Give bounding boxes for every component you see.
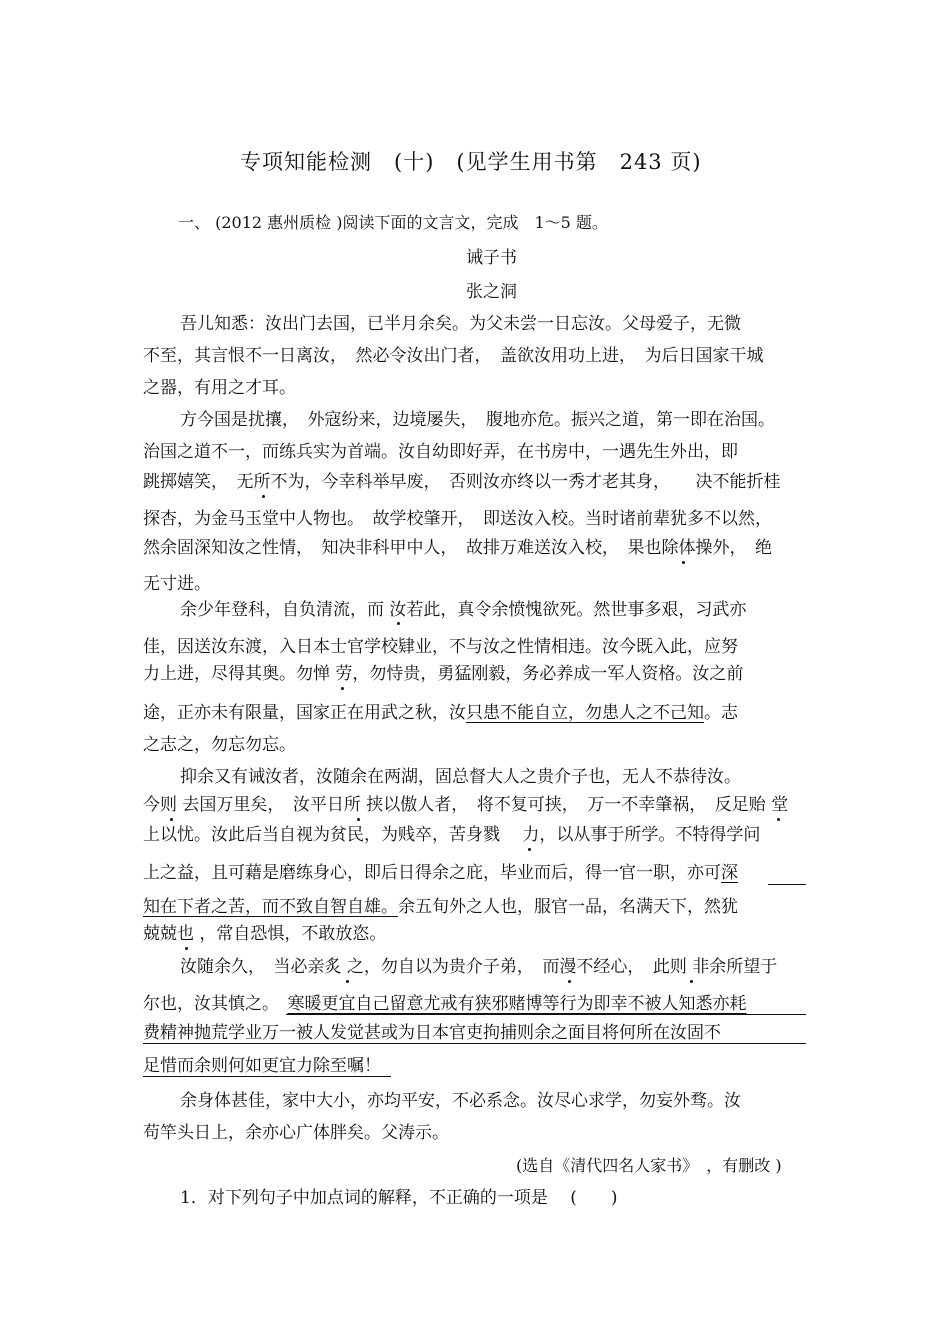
emphasis-dot (777, 818, 780, 821)
text-line: 尔也，汝其慎之。 寒暖更宜自己留意尤戒有狭邪赌博等行为即幸不被人知悉亦耗 (143, 994, 747, 1014)
text-line: 上之益，且可藉是磨练身心，即后日得余之庇，毕业而后，得一官一职，亦可深 (143, 863, 738, 883)
underlined-phrase: 只患不能自立，勿患人之不己知 (466, 703, 704, 723)
text-line: 知在下者之苦，而不致自智自雄。余五旬外之人也，服官一品，名满天下，然犹 (143, 897, 738, 917)
emphasis-dot (262, 495, 265, 498)
text-line: 佳，因送汝东渡，入日本士官学校肄业，不与汝之性情相违。汝今既入此，应努 (143, 637, 738, 657)
underline-rule (286, 1014, 806, 1015)
emphasis-dot (341, 687, 344, 690)
text-line: 今则 去国万里矣， 汝平日所 挟以傲人者， 将不复可挟， 万一不幸肇祸， 反足贻 堂 (143, 795, 789, 815)
text-line: 不至，其言恨不一日离汝， 然必令汝出门者， 盖欲汝用功上进， 为后日国家干城 (143, 346, 764, 366)
text-line: 余少年登科，自负清流，而 汝若此，真令余愤愧欲死。然世事多艰，习武亦 (180, 600, 747, 620)
text-line: 上以忧。汝此后当自视为贫民，为贱卒，苦身戮 力，以从事于所学。不特得学问 (143, 825, 761, 845)
text-line: 之志之，勿忘勿忘。 (143, 735, 296, 755)
emphasis-dot (397, 622, 400, 625)
text-line: 余身体甚佳，家中大小，亦均平安，不必系念。汝尽心求学，勿妄外骛。汝 (180, 1091, 741, 1111)
text-line: 兢兢也 ，常自恐惧，不敢放恣。 (143, 924, 387, 944)
essay-author: 张之洞 (466, 282, 517, 302)
underline-rule (768, 884, 806, 885)
text-line: 吾儿知悉：汝出门去国，已半月余矣。为父未尝一日忘汝。父母爱子，无微 (180, 314, 741, 334)
page-title: 专项知能检测 (十) (见学生用书第 243 页) (240, 150, 702, 174)
emphasis-dot (568, 980, 571, 983)
source-citation: (选自《清代四名人家书》 ，有删改 ) (516, 1156, 782, 1175)
text-line: 跳掷嬉笑， 无所不为，今幸科举早废， 否则汝亦终以一秀才老其身， 决不能折桂 (143, 472, 781, 492)
emphasis-dot (528, 848, 531, 851)
emphasis-dot (346, 980, 349, 983)
underlined-phrase: 寒暖更宜自己留意尤戒有狭邪赌博等行为即幸不被人知悉亦耗 (287, 994, 747, 1014)
text-line: 足惜而余则何如更宜力除至嘱！ (143, 1056, 381, 1076)
underline-rule (143, 1043, 806, 1044)
text-line: 苟竿头日上，余亦心广体胖矣。父涛示。 (143, 1123, 449, 1143)
text-line: 途，正亦未有限量，国家正在用武之秋，汝只患不能自立，勿患人之不己知。志 (143, 703, 738, 723)
text-line: 力上进，尽得其奥。勿惮 劳，勿恃贵，勇猛刚毅，务必养成一军人资格。汝之前 (143, 664, 744, 684)
emphasis-dot (690, 980, 693, 983)
underline-rule (143, 1076, 391, 1077)
text-line: 方今国是扰攘， 外寇纷来，边境屡失， 腹地亦危。振兴之道，第一即在治国。 (180, 410, 775, 430)
text-line: 治国之道不一，而练兵实为首端。汝自幼即好弄，在书房中，一遇先生外出，即 (143, 442, 738, 462)
text-line: 探杏，为金马玉堂中人物也。 故学校肇开， 即送汝入校。当时诸前辈犹多不以然， (143, 509, 772, 529)
underlined-phrase: 深 (721, 863, 738, 883)
text-line: 之器，有用之才耳。 (143, 378, 296, 398)
underlined-phrase: 知在下者之苦，而不致自智自雄。 (143, 897, 398, 917)
emphasis-dot (185, 947, 188, 950)
question-1: 1．对下列句子中加点词的解释，不正确的一项是 ( ) (180, 1188, 618, 1208)
emphasis-dot (357, 818, 360, 821)
intro-line: 一、 (2012 惠州质检 )阅读下面的文言文，完成 1～5 题。 (178, 213, 608, 232)
essay-title: 诫子书 (466, 248, 517, 268)
text-line: 抑余又有诫汝者，汝随余在两湖，固总督大人之贵介子也，无人不恭待汝。 (180, 767, 741, 787)
emphasis-dot (682, 561, 685, 564)
text-line: 费精神抛荒学业万一被人发觉甚或为日本官吏拘捕则余之面目将何所在汝固不 (143, 1023, 721, 1043)
emphasis-dot (170, 818, 173, 821)
text-line: 然余固深知汝之性情， 知决非科甲中人， 故排万难送汝入校， 果也除体操外， 绝 (143, 538, 772, 558)
text-line: 无寸进。 (143, 574, 211, 594)
text-line: 汝随余久， 当必亲炙 之，勿自以为贵介子弟， 而漫不经心， 此则 非余所望于 (180, 957, 778, 977)
